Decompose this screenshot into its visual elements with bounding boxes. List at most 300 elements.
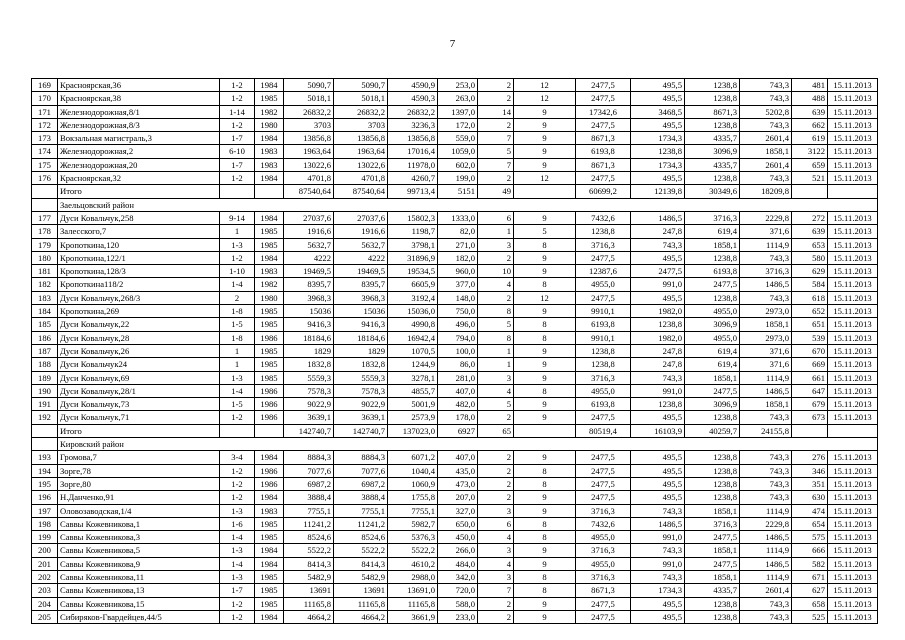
table-cell: 15.11.2013 — [828, 371, 878, 384]
table-cell: 1983 — [255, 158, 284, 171]
table-cell: 2 — [478, 411, 514, 424]
table-cell: 473,0 — [438, 477, 478, 490]
table-cell: 4855,7 — [388, 384, 438, 397]
table-cell: 1238,8 — [685, 491, 740, 504]
table-cell — [255, 424, 284, 437]
table-cell: 2477,5 — [576, 464, 631, 477]
table-row — [32, 265, 878, 278]
table-cell: 1-10 — [220, 265, 255, 278]
table-cell: 8 — [478, 305, 514, 318]
table-cell: 1-2 — [220, 172, 255, 185]
table-cell: 12 — [514, 79, 576, 92]
table-cell: 496,0 — [438, 318, 478, 331]
table-cell: 4664,2 — [284, 610, 334, 623]
table-cell: 1-4 — [220, 531, 255, 544]
table-row — [32, 238, 878, 251]
table-cell: 13022,6 — [284, 158, 334, 171]
table-cell: 1486,5 — [740, 557, 792, 570]
table-cell: 180 — [32, 251, 58, 264]
table-cell: 495,5 — [631, 92, 685, 105]
table-cell: 4335,7 — [685, 584, 740, 597]
table-cell: 15.11.2013 — [828, 291, 878, 304]
table-cell: 185 — [32, 318, 58, 331]
table-cell: 175 — [32, 158, 58, 171]
table-cell: 627 — [792, 584, 828, 597]
table-cell: 1114,9 — [740, 544, 792, 557]
table-cell: 327,0 — [438, 504, 478, 517]
table-cell: 8671,3 — [576, 158, 631, 171]
table-cell: 142740,7 — [334, 424, 388, 437]
table-cell — [828, 185, 878, 198]
table-body — [32, 79, 878, 624]
table-cell: 30349,6 — [685, 185, 740, 198]
table-cell: 1238,8 — [631, 398, 685, 411]
table-cell: 1985 — [255, 584, 284, 597]
table-cell: 247,8 — [631, 344, 685, 357]
table-row — [32, 344, 878, 357]
table-cell: 743,3 — [740, 79, 792, 92]
table-cell: 15.11.2013 — [828, 464, 878, 477]
address-cell: Саввы Кожевникова,1 — [58, 517, 220, 530]
table-cell: 186 — [32, 331, 58, 344]
table-cell: 1985 — [255, 371, 284, 384]
table-cell: 8395,7 — [334, 278, 388, 291]
table-cell: 495,5 — [631, 610, 685, 623]
table-cell: 1984 — [255, 544, 284, 557]
table-cell: 9 — [514, 105, 576, 118]
table-cell: 1-3 — [220, 504, 255, 517]
table-cell: 991,0 — [631, 384, 685, 397]
table-cell: 1238,8 — [685, 251, 740, 264]
total-row — [32, 185, 878, 198]
table-cell: 2477,5 — [576, 597, 631, 610]
table-cell: 9 — [514, 251, 576, 264]
table-cell: 5202,8 — [740, 105, 792, 118]
table-cell: 203 — [32, 584, 58, 597]
table-cell: 6193,8 — [685, 265, 740, 278]
table-cell: 3-4 — [220, 451, 255, 464]
table-cell: 7077,6 — [284, 464, 334, 477]
table-cell: 743,3 — [631, 371, 685, 384]
table-cell: 673 — [792, 411, 828, 424]
table-cell: 1985 — [255, 92, 284, 105]
table-cell: 495,5 — [631, 491, 685, 504]
page-number: 7 — [449, 38, 456, 50]
table-cell: 407,0 — [438, 384, 478, 397]
table-cell: 1-8 — [220, 331, 255, 344]
table-row — [32, 225, 878, 238]
table-cell: 271,0 — [438, 238, 478, 251]
table-cell: 15.11.2013 — [828, 544, 878, 557]
table-cell: 1734,3 — [631, 158, 685, 171]
table-cell: 743,3 — [740, 92, 792, 105]
table-cell: 4590,3 — [388, 92, 438, 105]
table-cell: 7755,1 — [284, 504, 334, 517]
table-cell: 1982 — [255, 105, 284, 118]
table-cell: 1486,5 — [740, 384, 792, 397]
table-cell: 1238,8 — [685, 610, 740, 623]
table-cell: 743,3 — [740, 491, 792, 504]
table-cell: 3122 — [792, 145, 828, 158]
table-cell: 197 — [32, 504, 58, 517]
table-cell: 172,0 — [438, 118, 478, 131]
address-cell: Кропоткина,128/3 — [58, 265, 220, 278]
table-row — [32, 531, 878, 544]
table-cell: 4955,0 — [576, 557, 631, 570]
address-cell: Кропоткина,120 — [58, 238, 220, 251]
table-row — [32, 132, 878, 145]
table-cell: 619,4 — [685, 344, 740, 357]
table-cell: 1 — [478, 358, 514, 371]
table-cell: 253,0 — [438, 79, 478, 92]
table-cell: 991,0 — [631, 278, 685, 291]
table-cell: 8414,3 — [334, 557, 388, 570]
table-cell: 743,3 — [631, 238, 685, 251]
table-cell: 1983 — [255, 504, 284, 517]
table-cell: 15.11.2013 — [828, 610, 878, 623]
table-cell: 169 — [32, 79, 58, 92]
address-cell: Кропоткина,122/1 — [58, 251, 220, 264]
table-cell: 3716,3 — [576, 371, 631, 384]
table-cell: 189 — [32, 371, 58, 384]
table-cell: 5522,2 — [388, 544, 438, 557]
table-cell: 16942,4 — [388, 331, 438, 344]
table-cell: 1238,8 — [576, 344, 631, 357]
table-cell: 1734,3 — [631, 584, 685, 597]
table-cell: 743,3 — [740, 597, 792, 610]
table-cell: 2477,5 — [576, 491, 631, 504]
table-row — [32, 464, 878, 477]
address-cell: Саввы Кожевникова,3 — [58, 531, 220, 544]
table-cell: 2601,4 — [740, 132, 792, 145]
table-cell: 6 — [478, 211, 514, 224]
table-cell: 3888,4 — [334, 491, 388, 504]
table-cell — [220, 185, 255, 198]
table-cell: 12139,8 — [631, 185, 685, 198]
table-cell: 4 — [478, 557, 514, 570]
table-cell: 619,4 — [685, 358, 740, 371]
table-cell: 2973,0 — [740, 305, 792, 318]
table-cell: 8884,3 — [284, 451, 334, 464]
table-cell: 1486,5 — [631, 211, 685, 224]
table-cell: 18184,6 — [284, 331, 334, 344]
table-cell: 3639,1 — [334, 411, 388, 424]
table-cell — [828, 424, 878, 437]
table-cell: 3192,4 — [388, 291, 438, 304]
table-cell: 3716,3 — [685, 211, 740, 224]
table-cell: 15036,0 — [388, 305, 438, 318]
table-cell: 666 — [792, 544, 828, 557]
table-cell — [32, 424, 58, 437]
table-cell: 1-7 — [220, 132, 255, 145]
address-cell: Дуси Ковальчук,22 — [58, 318, 220, 331]
table-cell: 9 — [514, 344, 576, 357]
table-cell: 3798,1 — [388, 238, 438, 251]
table-cell: 495,5 — [631, 411, 685, 424]
address-cell: Красноярская,38 — [58, 92, 220, 105]
table-cell: 743,3 — [740, 118, 792, 131]
table-cell: 1114,9 — [740, 570, 792, 583]
table-cell: 184 — [32, 305, 58, 318]
table-cell — [792, 424, 828, 437]
table-cell: 3716,3 — [576, 238, 631, 251]
table-cell: 7432,6 — [576, 517, 631, 530]
table-cell: 671 — [792, 570, 828, 583]
table-cell: 1238,8 — [685, 597, 740, 610]
table-cell: 1983 — [255, 145, 284, 158]
table-row — [32, 158, 878, 171]
table-cell: 1986 — [255, 411, 284, 424]
table-cell: 9 — [514, 211, 576, 224]
table-cell: 1985 — [255, 225, 284, 238]
table-row — [32, 79, 878, 92]
table-cell: 1-2 — [220, 597, 255, 610]
table-cell: 652 — [792, 305, 828, 318]
table-cell: 743,3 — [740, 610, 792, 623]
table-cell: 15.11.2013 — [828, 265, 878, 278]
address-cell: Железнодорожная,8/3 — [58, 118, 220, 131]
address-cell: Дуси Ковальчук,268/3 — [58, 291, 220, 304]
table-cell: 743,3 — [740, 251, 792, 264]
address-cell: Дуси Ковальчук,258 — [58, 211, 220, 224]
table-cell: 3703 — [284, 118, 334, 131]
table-cell: 1-3 — [220, 570, 255, 583]
table-cell: 6193,8 — [576, 145, 631, 158]
table-cell: 3 — [478, 371, 514, 384]
table-cell: 5 — [478, 145, 514, 158]
table-cell: 2 — [478, 79, 514, 92]
table-cell: 15.11.2013 — [828, 451, 878, 464]
table-cell: 629 — [792, 265, 828, 278]
table-cell: 192 — [32, 411, 58, 424]
table-cell: 247,8 — [631, 225, 685, 238]
table-cell: 474 — [792, 504, 828, 517]
table-cell: 2573,9 — [388, 411, 438, 424]
table-cell: 342,0 — [438, 570, 478, 583]
table-cell: 9 — [514, 451, 576, 464]
table-cell: 743,3 — [740, 172, 792, 185]
table-cell: 1-2 — [220, 251, 255, 264]
table-cell: 6605,9 — [388, 278, 438, 291]
table-cell: 6193,8 — [576, 398, 631, 411]
table-cell: 100,0 — [438, 344, 478, 357]
table-cell: 11241,2 — [334, 517, 388, 530]
table-cell: 8524,6 — [284, 531, 334, 544]
table-cell: 2 — [478, 597, 514, 610]
table-cell: 8 — [514, 477, 576, 490]
table-cell: 2 — [478, 464, 514, 477]
table-cell: 4335,7 — [685, 132, 740, 145]
table-cell: 8 — [514, 331, 576, 344]
table-cell: 7578,3 — [334, 384, 388, 397]
table-cell: 1858,1 — [685, 544, 740, 557]
table-cell: 15.11.2013 — [828, 132, 878, 145]
table-cell: 2477,5 — [576, 79, 631, 92]
table-cell: 1858,1 — [685, 570, 740, 583]
table-cell: 3278,1 — [388, 371, 438, 384]
table-cell: 2477,5 — [576, 411, 631, 424]
table-cell: 202 — [32, 570, 58, 583]
table-cell: 15.11.2013 — [828, 172, 878, 185]
table-cell: 205 — [32, 610, 58, 623]
table-cell: 6193,8 — [576, 318, 631, 331]
table-cell: 1-5 — [220, 318, 255, 331]
table-cell: 1986 — [255, 331, 284, 344]
table-cell: 1984 — [255, 451, 284, 464]
table-cell: 3468,5 — [631, 105, 685, 118]
table-cell: 1333,0 — [438, 211, 478, 224]
table-row — [32, 610, 878, 623]
table-cell: 8884,3 — [334, 451, 388, 464]
table-cell: 1-3 — [220, 371, 255, 384]
table-cell: 15.11.2013 — [828, 79, 878, 92]
table-cell: 8414,3 — [284, 557, 334, 570]
table-cell: 1238,8 — [631, 145, 685, 158]
table-cell: 15.11.2013 — [828, 557, 878, 570]
section-row — [32, 438, 878, 451]
table-cell: 1397,0 — [438, 105, 478, 118]
table-cell: 2 — [478, 172, 514, 185]
table-cell: 15.11.2013 — [828, 344, 878, 357]
table-cell: 1-2 — [220, 79, 255, 92]
table-cell: 1-4 — [220, 557, 255, 570]
table-cell: 377,0 — [438, 278, 478, 291]
table-cell: 1238,8 — [685, 464, 740, 477]
table-cell: 9 — [514, 305, 576, 318]
address-cell: Красноярская,32 — [58, 172, 220, 185]
table-cell: 2477,5 — [631, 265, 685, 278]
table-cell: 679 — [792, 398, 828, 411]
table-cell: 1986 — [255, 384, 284, 397]
table-cell: 3716,3 — [576, 570, 631, 583]
table-cell: 272 — [792, 211, 828, 224]
table-cell: 8 — [514, 531, 576, 544]
table-cell: 5 — [478, 398, 514, 411]
table-row — [32, 278, 878, 291]
table-cell: 19469,5 — [284, 265, 334, 278]
table-cell: 5482,9 — [334, 570, 388, 583]
table-cell: 7077,6 — [334, 464, 388, 477]
table-cell: 3096,9 — [685, 398, 740, 411]
table-row — [32, 491, 878, 504]
table-row — [32, 584, 878, 597]
table-cell: 1-5 — [220, 398, 255, 411]
table-cell: 7432,6 — [576, 211, 631, 224]
table-cell: 1985 — [255, 238, 284, 251]
table-cell: 9 — [514, 145, 576, 158]
table-cell: 618 — [792, 291, 828, 304]
table-cell: 743,3 — [740, 411, 792, 424]
table-cell: 15036 — [334, 305, 388, 318]
table-cell: 3716,3 — [576, 544, 631, 557]
table-cell: 2229,8 — [740, 211, 792, 224]
table-cell: 1829 — [334, 344, 388, 357]
table-cell: 2477,5 — [685, 531, 740, 544]
table-cell: 86,0 — [438, 358, 478, 371]
table-cell: 15036 — [284, 305, 334, 318]
table-cell: 15.11.2013 — [828, 504, 878, 517]
table-cell: 7755,1 — [334, 504, 388, 517]
table-cell: 1238,8 — [576, 225, 631, 238]
table-cell: 82,0 — [438, 225, 478, 238]
table-cell: 1916,6 — [284, 225, 334, 238]
table-cell: 407,0 — [438, 451, 478, 464]
table-cell: 2477,5 — [685, 384, 740, 397]
table-cell: 174 — [32, 145, 58, 158]
table-cell: 5559,3 — [284, 371, 334, 384]
address-cell: Саввы Кожевникова,11 — [58, 570, 220, 583]
table-cell: 1984 — [255, 557, 284, 570]
table-cell: 178 — [32, 225, 58, 238]
table-cell: 15.11.2013 — [828, 158, 878, 171]
table-cell: 13691 — [284, 584, 334, 597]
table-cell: 4610,2 — [388, 557, 438, 570]
table-cell: 2477,5 — [576, 172, 631, 185]
table-cell: 743,3 — [740, 464, 792, 477]
table-cell: 1986 — [255, 477, 284, 490]
table-cell: 1-3 — [220, 238, 255, 251]
table-cell: 1985 — [255, 305, 284, 318]
table-cell: 1858,1 — [685, 238, 740, 251]
table-cell: 1832,8 — [334, 358, 388, 371]
table-cell: 4701,8 — [334, 172, 388, 185]
table-cell: 1985 — [255, 517, 284, 530]
table-cell: 26832,2 — [284, 105, 334, 118]
table-cell: 8 — [514, 318, 576, 331]
table-cell: 2988,0 — [388, 570, 438, 583]
table-cell: 3 — [478, 504, 514, 517]
table-cell: 539 — [792, 331, 828, 344]
table-cell: 9 — [514, 371, 576, 384]
table-cell: 1198,7 — [388, 225, 438, 238]
table-cell: 8 — [514, 570, 576, 583]
table-cell: 40259,7 — [685, 424, 740, 437]
table-cell: 1858,1 — [740, 145, 792, 158]
table-cell: 1985 — [255, 570, 284, 583]
table-cell: 482,0 — [438, 398, 478, 411]
table-cell: 12387,6 — [576, 265, 631, 278]
table-cell: 190 — [32, 384, 58, 397]
table-cell: 662 — [792, 118, 828, 131]
table-cell — [220, 424, 255, 437]
table-cell: 195 — [32, 477, 58, 490]
table-cell: 15.11.2013 — [828, 318, 878, 331]
table-cell: 15.11.2013 — [828, 597, 878, 610]
address-cell: Железнодорожная,8/1 — [58, 105, 220, 118]
table-cell: 171 — [32, 105, 58, 118]
table-cell: 1-2 — [220, 464, 255, 477]
table-cell: 11165,8 — [284, 597, 334, 610]
section-heading: Заельцовский район — [58, 198, 878, 211]
table-cell: 2477,5 — [576, 477, 631, 490]
table-cell: 15.11.2013 — [828, 411, 878, 424]
table-cell: 1984 — [255, 610, 284, 623]
table-cell: 639 — [792, 225, 828, 238]
table-cell: 1-6 — [220, 517, 255, 530]
table-cell: 960,0 — [438, 265, 478, 278]
table-cell: 743,3 — [740, 291, 792, 304]
table-cell: 9022,9 — [334, 398, 388, 411]
table-cell: 1238,8 — [685, 477, 740, 490]
table-cell: 2477,5 — [576, 291, 631, 304]
address-cell: Кропоткина118/2 — [58, 278, 220, 291]
table-cell: 2 — [478, 491, 514, 504]
table-cell: 1984 — [255, 491, 284, 504]
table-cell: 495,5 — [631, 464, 685, 477]
table-cell: 1238,8 — [631, 318, 685, 331]
table-cell: 3096,9 — [685, 318, 740, 331]
table-cell: 3968,3 — [334, 291, 388, 304]
